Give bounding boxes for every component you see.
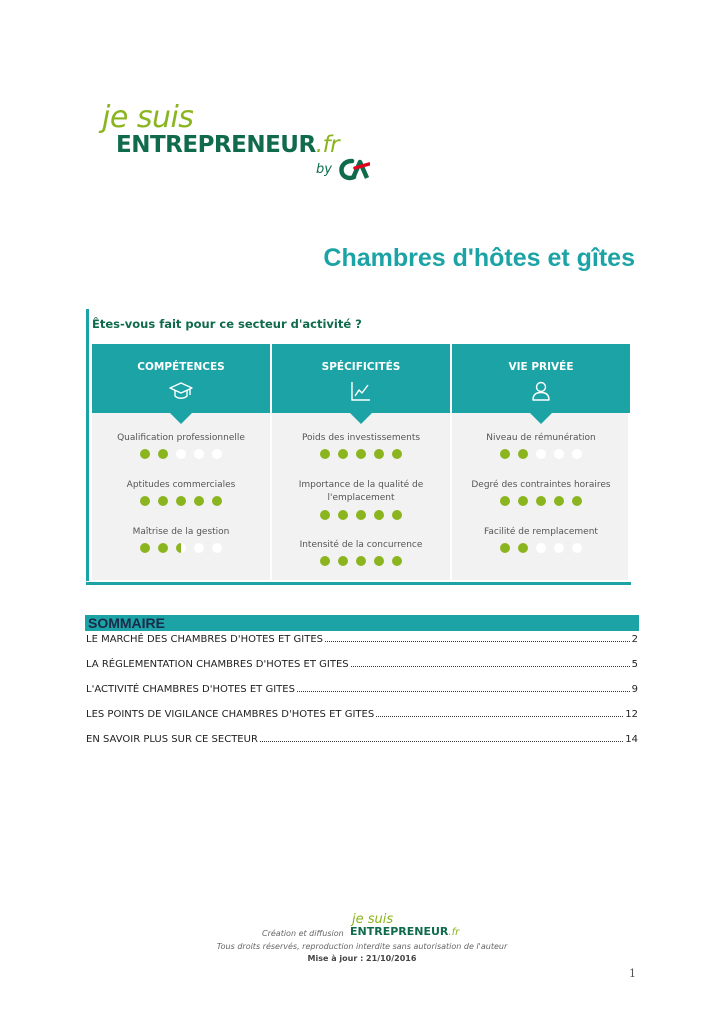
rating-dot xyxy=(536,543,546,553)
rating-dots xyxy=(272,510,450,520)
rating-dot xyxy=(554,543,564,553)
criterion-label-continued: l'emplacement xyxy=(327,493,395,503)
column-arrow xyxy=(170,413,192,424)
rating-dot xyxy=(338,556,348,566)
rating-dot xyxy=(158,449,168,459)
criterion-label: Intensité de la concurrence xyxy=(299,540,423,550)
rating-dots xyxy=(92,496,270,506)
rating-dot xyxy=(320,510,330,520)
toc-leader-dots xyxy=(325,633,630,642)
criterion-label: Qualification professionnelle xyxy=(117,433,245,443)
infographic-left-border xyxy=(86,309,89,581)
rating-dots xyxy=(92,543,270,553)
toc-entry[interactable] xyxy=(86,708,638,722)
toc-entry-page: 12 xyxy=(625,709,638,720)
rating-dot xyxy=(572,449,582,459)
criterion-label: Poids des investissements xyxy=(301,433,421,443)
criterion-label: Facilité de remplacement xyxy=(484,527,598,537)
toc-entry-label: LES POINTS DE VIGILANCE CHAMBRES D'HOTES ET GITES xyxy=(86,709,375,720)
toc-leader-dots xyxy=(260,733,623,742)
footer-logo-word: ENTREPRENEUR xyxy=(350,925,449,938)
footer-rights-text: Tous droits réservés, reproduction interdite sans autorisation de l'auteur xyxy=(216,942,508,951)
rating-dot xyxy=(554,496,564,506)
rating-dots xyxy=(272,556,450,566)
criterion-label: Aptitudes commerciales xyxy=(126,480,236,490)
rating-dot xyxy=(320,556,330,566)
infographic-question: Êtes-vous fait pour ce secteur d'activité ? xyxy=(92,317,362,331)
rating-dot xyxy=(194,449,204,459)
criterion-label: Importance de la qualité de xyxy=(298,480,424,490)
rating-dots xyxy=(452,496,630,506)
rating-dot xyxy=(140,543,150,553)
infographic-bottom-border xyxy=(86,582,631,585)
column-header xyxy=(272,344,450,413)
toc-entry[interactable] xyxy=(86,658,638,672)
toc-entry-label: EN SAVOIR PLUS SUR CE SECTEUR xyxy=(86,734,258,745)
line-chart-icon xyxy=(349,379,373,403)
site-logo xyxy=(100,100,380,190)
logo-tld: .fr xyxy=(315,132,340,158)
column-arrow xyxy=(350,413,372,424)
rating-dot xyxy=(320,449,330,459)
rating-dot xyxy=(374,449,384,459)
rating-dot xyxy=(518,496,528,506)
rating-dots xyxy=(452,543,630,553)
logo-line2 xyxy=(116,132,339,158)
rating-dot xyxy=(140,449,150,459)
rating-dot xyxy=(518,543,528,553)
criterion-label: Niveau de rémunération xyxy=(486,433,596,443)
rating-dot xyxy=(374,510,384,520)
rating-dot xyxy=(338,510,348,520)
logo-by: by xyxy=(316,162,332,177)
graduation-cap-icon xyxy=(169,379,193,403)
footer-creation-text: Création et diffusion xyxy=(262,929,344,938)
rating-dot xyxy=(194,543,204,553)
rating-dot xyxy=(554,449,564,459)
rating-dot xyxy=(536,496,546,506)
column-arrow xyxy=(530,413,552,424)
criterion-label: Degré des contraintes horaires xyxy=(471,480,611,490)
rating-dot xyxy=(158,496,168,506)
column-vie-privee xyxy=(452,344,630,580)
rating-dot xyxy=(392,556,402,566)
rating-dot xyxy=(356,556,366,566)
column-title: VIE PRIVÉE xyxy=(508,361,574,373)
toc-entry[interactable] xyxy=(86,733,638,747)
rating-dot xyxy=(392,449,402,459)
toc-entry-label: LA RÉGLEMENTATION CHAMBRES D'HOTES ET GITES xyxy=(86,659,349,670)
rating-dot xyxy=(176,543,186,553)
rating-dots xyxy=(272,449,450,459)
column-specificites xyxy=(272,344,450,580)
infographic-panel xyxy=(92,344,628,580)
rating-dots xyxy=(92,449,270,459)
rating-dot xyxy=(194,496,204,506)
rating-dot xyxy=(500,449,510,459)
toc-leader-dots xyxy=(351,658,630,667)
rating-dot xyxy=(356,510,366,520)
toc-leader-dots xyxy=(376,708,623,717)
column-header xyxy=(452,344,630,413)
column-title: COMPÉTENCES xyxy=(137,361,225,373)
rating-dot xyxy=(572,543,582,553)
footer-update-date: Mise à jour : 21/10/2016 xyxy=(307,954,417,963)
toc-entry[interactable] xyxy=(86,633,638,647)
sommaire-title: SOMMAIRE xyxy=(88,615,165,631)
user-icon xyxy=(529,379,553,403)
toc-leader-dots xyxy=(297,683,630,692)
rating-dot xyxy=(392,510,402,520)
rating-dot xyxy=(500,543,510,553)
credit-agricole-logo-icon xyxy=(338,158,370,182)
toc-entry-label: LE MARCHÉ DES CHAMBRES D'HOTES ET GITES xyxy=(86,634,324,645)
logo-line1: je suis xyxy=(102,100,194,135)
toc-entry-page: 14 xyxy=(625,734,638,745)
rating-dot xyxy=(356,449,366,459)
criterion-label: Maîtrise de la gestion xyxy=(132,527,230,537)
footer-logo-line2 xyxy=(350,925,459,938)
rating-dot xyxy=(212,543,222,553)
rating-dot xyxy=(572,496,582,506)
rating-dot xyxy=(500,496,510,506)
toc-entry-page: 9 xyxy=(631,684,638,695)
toc-entry-page: 2 xyxy=(631,634,638,645)
rating-dot xyxy=(518,449,528,459)
sector-fit-infographic xyxy=(86,309,631,585)
toc-entry[interactable] xyxy=(86,683,638,697)
column-title: SPÉCIFICITÉS xyxy=(321,361,401,373)
rating-dot xyxy=(140,496,150,506)
document-title: Chambres d'hôtes et gîtes xyxy=(323,244,635,272)
column-competences xyxy=(92,344,270,580)
rating-dot xyxy=(212,449,222,459)
sommaire-header xyxy=(85,615,639,631)
rating-dots xyxy=(452,449,630,459)
toc-entry-page: 5 xyxy=(631,659,638,670)
footer-logo-line1: je suis xyxy=(352,912,394,927)
rating-dot xyxy=(158,543,168,553)
footer-logo-tld: .fr xyxy=(448,927,460,938)
rating-dot xyxy=(176,449,186,459)
column-header xyxy=(92,344,270,413)
rating-dot xyxy=(212,496,222,506)
page-number: 1 xyxy=(629,967,636,980)
rating-dot xyxy=(176,496,186,506)
logo-word: ENTREPRENEUR xyxy=(116,132,316,158)
rating-dot xyxy=(338,449,348,459)
rating-dot xyxy=(374,556,384,566)
rating-dot xyxy=(536,449,546,459)
toc-entry-label: L'ACTIVITÉ CHAMBRES D'HOTES ET GITES xyxy=(86,684,295,695)
